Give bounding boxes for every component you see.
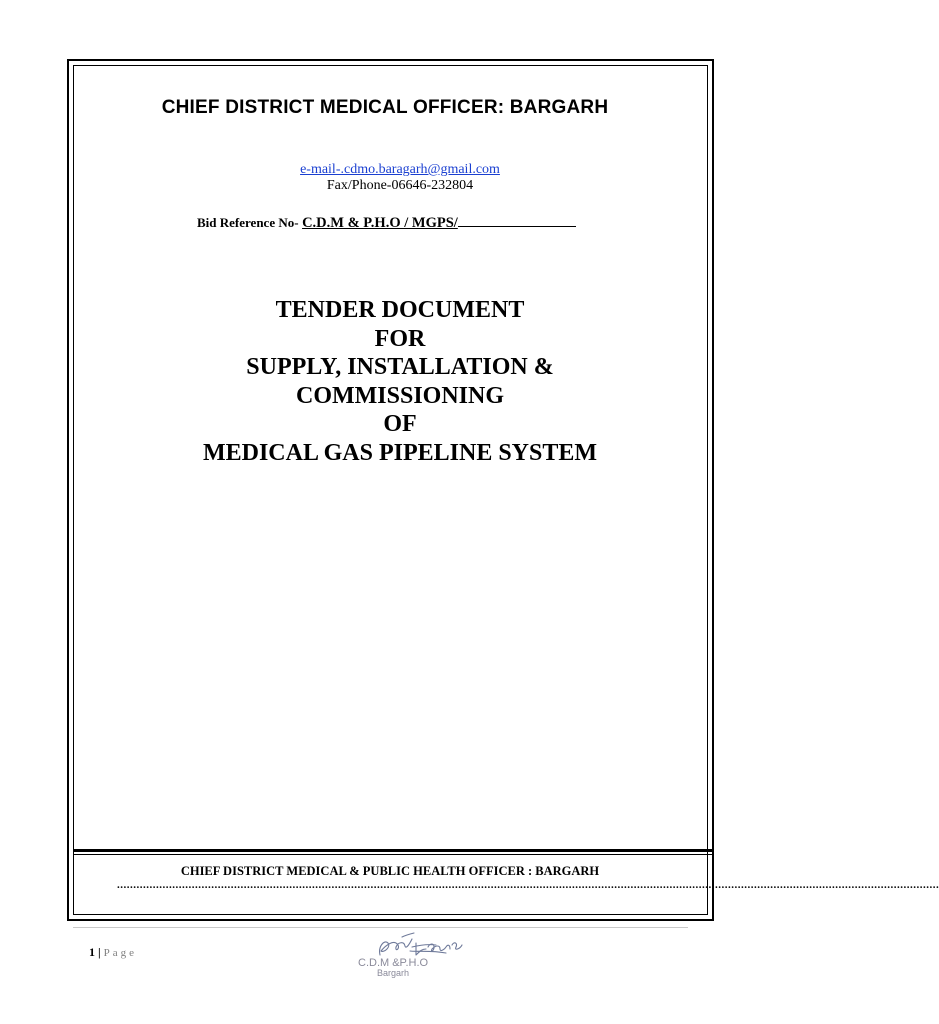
tender-title-line: SUPPLY, INSTALLATION &: [246, 354, 554, 380]
bid-reference-blank-line: [458, 216, 576, 227]
stamp-location-text: Bargarh: [377, 968, 410, 978]
footer-office-name: CHIEF DISTRICT MEDICAL & PUBLIC HEALTH OFFICER : BARGARH: [180, 864, 600, 878]
bid-reference-value: C.D.M & P.H.O / MGPS/: [302, 215, 458, 231]
page-word: Page: [103, 947, 138, 959]
tender-title-line: TENDER DOCUMENT: [275, 297, 525, 323]
bid-reference: [197, 215, 576, 232]
email-link[interactable]: e-mail-.cdmo.baragarh@gmail.com: [300, 162, 500, 177]
tender-title-line: COMMISSIONING: [295, 382, 505, 409]
footer-divider-thick: [73, 849, 714, 852]
tender-title-line: OF: [383, 411, 417, 437]
footer-dotted-line: [117, 879, 939, 891]
page-number: [89, 945, 137, 960]
fax-phone-text: Fax/Phone-06646-232804: [326, 178, 474, 193]
footer-dots-text: .............................................................................................................................................................................................................................................................: [117, 879, 939, 891]
handwritten-signature: [350, 925, 480, 987]
stamp-office-text: C.D.M &P.H.O: [358, 957, 429, 969]
footer-divider-thin: [73, 854, 714, 855]
page-number-separator: |: [98, 945, 101, 959]
page-number-value: 1: [89, 945, 95, 959]
tender-title-block: [0, 296, 800, 467]
tender-title-line: FOR: [374, 325, 426, 352]
bid-reference-label: Bid Reference No-: [197, 215, 299, 230]
tender-title-line: MEDICAL GAS PIPELINE SYSTEM: [202, 439, 598, 466]
document-header-title: CHIEF DISTRICT MEDICAL OFFICER: BARGARH: [161, 97, 609, 118]
